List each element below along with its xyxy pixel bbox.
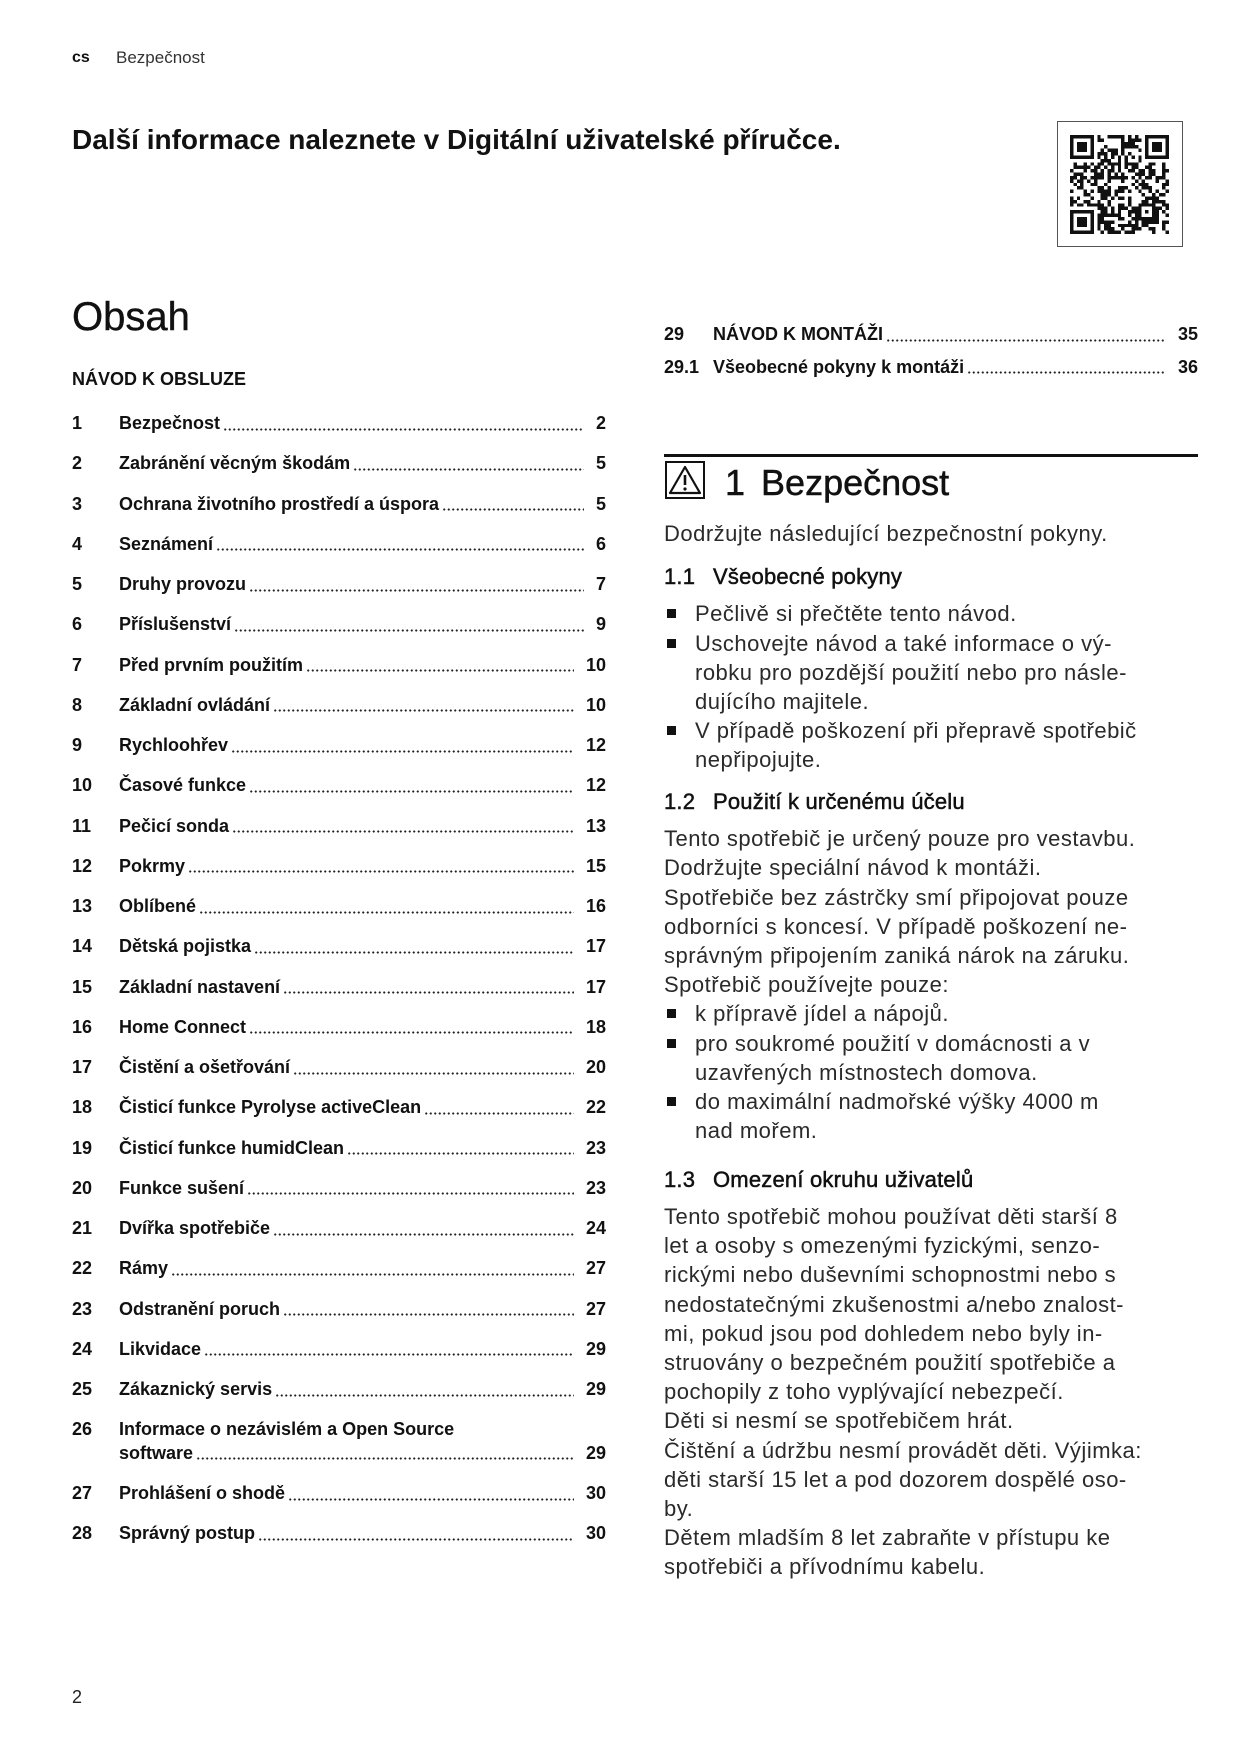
toc-entry[interactable] [72, 846, 606, 886]
toc-entry-page: 5 [595, 493, 606, 514]
dot-leader [347, 1152, 574, 1155]
toc-entry-title: Před prvním použitím [119, 654, 304, 675]
toc-entry-body [119, 1338, 606, 1362]
subsection-number: 1.1 [664, 564, 696, 590]
dot-leader [353, 468, 584, 471]
paragraph-line: let a osoby s omezenými fyzickými, senzo- [664, 1233, 1101, 1259]
toc-entry-number: 14 [72, 936, 93, 957]
toc-entry-title: Prohlášení o shodě [119, 1483, 286, 1504]
toc-entry-body [119, 573, 606, 597]
toc-entry[interactable] [72, 1007, 606, 1047]
toc-entry-page: 17 [585, 976, 606, 997]
toc-entry[interactable] [72, 1088, 606, 1128]
section-number: 1 [725, 462, 746, 503]
toc-entry-body [119, 1016, 606, 1040]
toc-entry-page: 23 [585, 1137, 606, 1158]
dot-leader [249, 790, 574, 793]
toc-entry-line [119, 1217, 606, 1241]
dot-leader [273, 709, 574, 712]
paragraph-line: správným připojením zaniká nárok na záruku. [664, 943, 1130, 969]
dot-leader [273, 1233, 574, 1236]
toc-entry-number: 28 [72, 1523, 93, 1544]
paragraph-line: by. [664, 1495, 694, 1521]
toc-entry-body [713, 323, 1198, 347]
toc-entry[interactable] [72, 1209, 606, 1249]
dot-leader [232, 830, 574, 833]
toc-entry-body [119, 1257, 606, 1281]
dot-leader [234, 629, 584, 632]
dot-leader [188, 870, 574, 873]
bullet-line: V případě poškození při přepravě spotřebič [695, 718, 1137, 744]
subsection-heading [664, 787, 1204, 816]
toc-entry-title: Rámy [119, 1258, 169, 1279]
qr-code-frame [1057, 121, 1183, 247]
toc-entry-page: 23 [585, 1177, 606, 1198]
subsection-number: 1.3 [664, 1167, 696, 1193]
toc-entry-title: Správný postup [119, 1523, 256, 1544]
toc-entry-body [119, 976, 606, 1000]
toc-entry-body [119, 1096, 606, 1120]
section-intro: Dodržujte následující bezpečnostní pokyny. [664, 521, 1108, 547]
bullet-line: pro soukromé použití v domácnosti a v [695, 1030, 1091, 1056]
toc-entry-title: Čisticí funkce humidClean [119, 1137, 345, 1158]
toc-entry-number: 21 [72, 1218, 93, 1239]
toc-entry[interactable] [72, 967, 606, 1007]
dot-leader [199, 911, 574, 914]
toc-entry[interactable] [72, 887, 606, 927]
toc-entry-number: 5 [72, 574, 83, 595]
subsection-heading [664, 562, 1204, 591]
toc-entry-body [119, 1137, 606, 1161]
toc-entry[interactable] [72, 565, 606, 605]
toc-entry-line [713, 356, 1198, 380]
toc-entry-line [119, 493, 606, 517]
paragraph-line: Spotřebiče bez zástrčky smí připojovat pouze [664, 884, 1129, 910]
toc-entry-body [119, 533, 606, 557]
paragraph-line: Dětem mladším 8 let zabraňte v přístupu ke [664, 1525, 1111, 1551]
dot-leader [247, 1192, 574, 1195]
toc-entry-page: 12 [585, 735, 606, 756]
toc-entry[interactable] [72, 1249, 606, 1289]
toc-entry-number: 1 [72, 413, 83, 434]
toc-entry-line [119, 734, 606, 758]
toc-entry[interactable] [72, 444, 606, 484]
toc-entry-number: 25 [72, 1379, 93, 1400]
dot-leader [216, 548, 584, 551]
bullet-item [664, 1087, 1204, 1145]
toc-entry-number: 9 [72, 735, 83, 756]
toc-entry-page: 24 [585, 1218, 606, 1239]
toc-entry[interactable] [72, 1289, 606, 1329]
toc-entry-page: 30 [585, 1523, 606, 1544]
bullet-list [664, 999, 1204, 1145]
bullet-list [664, 599, 1204, 774]
toc-entry-page: 9 [595, 614, 606, 635]
toc-entry-line [119, 1522, 606, 1546]
toc-entry-title: Čisticí funkce Pyrolyse activeClean [119, 1097, 422, 1118]
toc-entry-number: 11 [72, 815, 92, 836]
toc-entry-body [119, 452, 606, 476]
digital-manual-notice: Další informace naleznete v Digitální uživatelské příručce. [72, 124, 841, 155]
toc-entry-body [119, 1482, 606, 1506]
toc-entry-title: Základní nastavení [119, 976, 281, 997]
toc-entry[interactable] [72, 605, 606, 645]
toc-entry-line [119, 1298, 606, 1322]
toc-entry-number: 18 [72, 1097, 93, 1118]
qr-code [1070, 135, 1169, 234]
toc-entry-line [119, 1482, 606, 1506]
paragraph-line: Čištění a údržbu nesmí provádět děti. Výjimka: [664, 1437, 1142, 1463]
toc-entry-number: 23 [72, 1298, 93, 1319]
paragraph-line: mi, pokud jsou pod dohledem nebo byly in- [664, 1320, 1103, 1346]
toc-entry-body [119, 774, 606, 798]
toc-entry-body [119, 815, 606, 839]
toc-entry-title: Časové funkce [119, 775, 247, 796]
toc-entry-number: 2 [72, 453, 83, 474]
toc-entry-page: 2 [595, 413, 606, 434]
running-header-section: Bezpečnost [116, 48, 205, 67]
toc-entry-number: 20 [72, 1177, 93, 1198]
warning-triangle-icon [665, 461, 705, 499]
toc-entry[interactable] [664, 351, 1198, 384]
toc-entry-title: Dvířka spotřebiče [119, 1218, 271, 1239]
toc-list-continued [664, 319, 1198, 384]
toc-entry-title: Základní ovládání [119, 694, 271, 715]
paragraph-line: Děti si nesmí se spotřebičem hrát. [664, 1408, 1014, 1434]
toc-entry[interactable] [72, 1329, 606, 1369]
toc-entry-page: 29 [585, 1379, 606, 1400]
toc-entry-line [119, 774, 606, 798]
toc-entry-title: Odstranění poruch [119, 1298, 281, 1319]
subsection-number: 1.2 [664, 789, 696, 815]
toc-entry-title: Druhy provozu [119, 574, 247, 595]
subsection-title: Použití k určenému účelu [713, 789, 965, 815]
toc-entry-number: 16 [72, 1016, 93, 1037]
toc-entry-title: Pečicí sonda [119, 815, 230, 836]
toc-entry-line [119, 533, 606, 557]
toc-entry-line [119, 1442, 606, 1466]
toc-entry-title: Informace o nezávislém a Open Source [119, 1419, 455, 1440]
paragraph-line: spotřebiči a přívodnímu kabelu. [664, 1554, 986, 1580]
bullet-line: do maximální nadmořské výšky 4000 m [695, 1088, 1099, 1114]
toc-entry-title: Seznámení [119, 533, 214, 554]
toc-entry-line [119, 1257, 606, 1281]
toc-entry-number: 29 [664, 324, 685, 345]
toc-entry-number: 10 [72, 775, 93, 796]
toc-entry-body [119, 493, 606, 517]
toc-entry[interactable] [72, 1370, 606, 1410]
toc-entry-body [119, 694, 606, 718]
toc-entry-line [119, 573, 606, 597]
toc-entry-title: Likvidace [119, 1338, 202, 1359]
section-heading [725, 461, 949, 505]
toc-entry-page: 10 [585, 654, 606, 675]
toc-entry-body [119, 734, 606, 758]
toc-entry-line [119, 1177, 606, 1201]
toc-entry[interactable] [72, 484, 606, 524]
dot-leader [254, 951, 574, 954]
toc-entry-number: 22 [72, 1258, 93, 1279]
dot-leader [258, 1538, 574, 1541]
toc-entry-body [119, 1217, 606, 1241]
toc-entry[interactable] [72, 1128, 606, 1168]
dot-leader [293, 1072, 574, 1075]
dot-leader [424, 1112, 574, 1115]
toc-entry-body [119, 654, 606, 678]
toc-entry-title: Rychloohřev [119, 735, 229, 756]
toc-entry-line [119, 1096, 606, 1120]
toc-entry-title: Zabránění věcným škodám [119, 453, 351, 474]
toc-entry[interactable] [72, 1474, 606, 1514]
toc-entry[interactable] [72, 806, 606, 846]
toc-entry-line [119, 976, 606, 1000]
toc-entry-number: 13 [72, 896, 93, 917]
toc-entry-line [119, 935, 606, 959]
toc-entry-line [119, 1137, 606, 1161]
dot-leader [204, 1353, 574, 1356]
dot-leader [442, 508, 584, 511]
toc-entry-line [119, 412, 606, 436]
dot-leader [283, 991, 574, 994]
toc-entry-number: 19 [72, 1137, 93, 1158]
toc-entry[interactable] [72, 645, 606, 685]
dot-leader [967, 371, 1166, 374]
toc-entry-title: Příslušenství [119, 614, 232, 635]
toc-entry-page: 35 [1177, 324, 1198, 345]
section-heading-rule [664, 454, 1198, 457]
toc-entry-line [119, 815, 606, 839]
section-title: Bezpečnost [761, 462, 950, 503]
toc-entry-line [119, 895, 606, 919]
toc-entry[interactable] [72, 404, 606, 444]
toc-entry[interactable] [72, 766, 606, 806]
dot-leader [283, 1313, 574, 1316]
toc-entry-body [119, 1418, 606, 1465]
toc-entry-body [119, 895, 606, 919]
language-code: cs [72, 49, 90, 66]
toc-entry[interactable] [72, 1514, 606, 1554]
toc-entry-line [119, 855, 606, 879]
toc-entry-page: 18 [585, 1016, 606, 1037]
toc-entry-title-line [119, 1418, 606, 1442]
dot-leader [171, 1273, 574, 1276]
paragraph-line: nedostatečnými zkušenostmi a/nebo znalost- [664, 1291, 1125, 1317]
bullet-item [664, 599, 1204, 628]
toc-entry-page: 13 [585, 815, 606, 836]
toc-list [72, 404, 606, 1555]
bullet-item [664, 1029, 1204, 1087]
bullet-line: Uschovejte návod a také informace o vý- [695, 630, 1112, 656]
toc-entry-number: 27 [72, 1483, 93, 1504]
toc-entry[interactable] [72, 524, 606, 564]
toc-entry-title: Ochrana životního prostředí a úspora [119, 493, 440, 514]
toc-entry-page: 29 [585, 1442, 606, 1463]
toc-entry-line [119, 1016, 606, 1040]
toc-entry-title: Pokrmy [119, 855, 186, 876]
bullet-line: k přípravě jídel a nápojů. [695, 1001, 949, 1027]
toc-entry-number: 8 [72, 694, 83, 715]
toc-part-label: NÁVOD K OBSLUZE [72, 369, 247, 389]
toc-entry-number: 4 [72, 533, 83, 554]
bullet-line: nepřipojujte. [695, 747, 822, 773]
toc-entry-title: NÁVOD K MONTÁŽI [713, 324, 883, 345]
toc-entry-line [119, 1338, 606, 1362]
dot-leader [288, 1498, 574, 1501]
toc-entry-line [119, 452, 606, 476]
paragraph-line: odborníci s koncesí. V případě poškození ne- [664, 913, 1128, 939]
toc-entry-number: 3 [72, 493, 83, 514]
subsection-title: Všeobecné pokyny [713, 564, 903, 590]
dot-leader [196, 1457, 574, 1460]
bullet-line: robku pro pozdější použití nebo pro násle- [695, 659, 1127, 685]
toc-entry-page: 36 [1177, 356, 1198, 377]
toc-entry-page: 6 [595, 533, 606, 554]
toc-entry-body [119, 1378, 606, 1402]
subsection-1-2 [664, 787, 1204, 1145]
toc-entry-page: 27 [585, 1258, 606, 1279]
paragraph-line: struovány o bezpečném použití spotřebiče a [664, 1350, 1116, 1376]
toc-entry-number: 29.1 [664, 356, 700, 377]
bullet-item [664, 716, 1204, 774]
toc-entry-title: Funkce sušení [119, 1177, 245, 1198]
subsection-title: Omezení okruhu uživatelů [713, 1167, 974, 1193]
dot-leader [275, 1394, 574, 1397]
toc-entry-body [713, 356, 1198, 380]
toc-entry[interactable] [664, 319, 1198, 352]
bullet-line: uzavřených místnostech domova. [695, 1059, 1038, 1085]
paragraph-line: rickými nebo duševními schopnostmi nebo s [664, 1262, 1117, 1288]
toc-entry-page: 30 [585, 1483, 606, 1504]
toc-entry-page: 20 [585, 1057, 606, 1078]
toc-entry-page: 15 [585, 855, 606, 876]
paragraph [664, 1202, 1204, 1581]
paragraph-line: Spotřebič používejte pouze: [664, 972, 950, 998]
toc-entry-title: Čistění a ošetřování [119, 1057, 291, 1078]
toc-entry[interactable] [72, 1410, 606, 1474]
toc-entry-number: 6 [72, 614, 83, 635]
toc-entry-line [119, 1378, 606, 1402]
bullet-item [664, 629, 1204, 717]
toc-entry-body [119, 1177, 606, 1201]
toc-entry-body [119, 1056, 606, 1080]
toc-entry-number: 15 [72, 976, 93, 997]
toc-entry-page: 5 [595, 453, 606, 474]
toc-entry-number: 17 [72, 1057, 93, 1078]
subsection-heading [664, 1165, 1204, 1194]
bullet-line: dujícího majitele. [695, 688, 870, 714]
toc-entry-body [119, 935, 606, 959]
toc-entry-line [119, 1056, 606, 1080]
bullet-item [664, 999, 1204, 1028]
toc-entry[interactable] [72, 1168, 606, 1208]
toc-entry[interactable] [72, 726, 606, 766]
toc-entry[interactable] [72, 927, 606, 967]
subsection-1-3 [664, 1165, 1204, 1581]
toc-entry-line [713, 323, 1198, 347]
toc-entry-number: 12 [72, 855, 93, 876]
toc-entry-title: software [119, 1442, 194, 1463]
subsection-1-1 [664, 562, 1204, 774]
toc-entry-title: Všeobecné pokyny k montáži [713, 356, 965, 377]
toc-entry-title: Dětská pojistka [119, 936, 252, 957]
toc-entry-line [119, 654, 606, 678]
toc-entry-title: Home Connect [119, 1016, 247, 1037]
toc-entry-title: Zákaznický servis [119, 1379, 273, 1400]
toc-entry-page: 27 [585, 1298, 606, 1319]
toc-entry-line [119, 613, 606, 637]
toc-entry-body [119, 1522, 606, 1546]
dot-leader [249, 1031, 574, 1034]
paragraph-line: Tento spotřebič mohou používat děti starší 8 [664, 1204, 1118, 1230]
paragraph-line: děti starší 15 let a pod dozorem dospělé oso- [664, 1466, 1127, 1492]
toc-entry-number: 24 [72, 1338, 93, 1359]
toc-entry[interactable] [72, 685, 606, 725]
toc-entry-page: 22 [585, 1097, 606, 1118]
paragraph-line: Dodržujte speciální návod k montáži. [664, 855, 1042, 881]
section-body [664, 519, 1204, 1581]
toc-entry-page: 10 [585, 694, 606, 715]
toc-entry-title: Oblíbené [119, 896, 197, 917]
toc-entry-body [119, 1298, 606, 1322]
paragraph-line: pochopily z toho vyplývající nebezpečí. [664, 1379, 1064, 1405]
dot-leader [231, 750, 574, 753]
toc-entry-body [119, 412, 606, 436]
toc-entry[interactable] [72, 1048, 606, 1088]
paragraph-line: Tento spotřebič je určený pouze pro vestavbu. [664, 826, 1136, 852]
toc-entry-number: 26 [72, 1419, 93, 1440]
toc-entry-page: 17 [585, 936, 606, 957]
toc-entry-line [119, 694, 606, 718]
toc-heading: Obsah [72, 295, 190, 339]
toc-entry-body [119, 855, 606, 879]
bullet-line: nad mořem. [695, 1118, 818, 1144]
toc-entry-page: 16 [585, 896, 606, 917]
toc-entry-body [119, 613, 606, 637]
toc-entry-page: 12 [585, 775, 606, 796]
toc-entry-page: 7 [595, 574, 606, 595]
bullet-line: Pečlivě si přečtěte tento návod. [695, 601, 1017, 627]
dot-leader [249, 589, 584, 592]
dot-leader [306, 669, 574, 672]
dot-leader [223, 428, 584, 431]
dot-leader [886, 339, 1166, 342]
page-number: 2 [72, 1687, 83, 1707]
toc-entry-number: 7 [72, 654, 83, 675]
paragraph [664, 824, 1204, 999]
toc-entry-title: Bezpečnost [119, 413, 221, 434]
toc-entry-page: 29 [585, 1338, 606, 1359]
